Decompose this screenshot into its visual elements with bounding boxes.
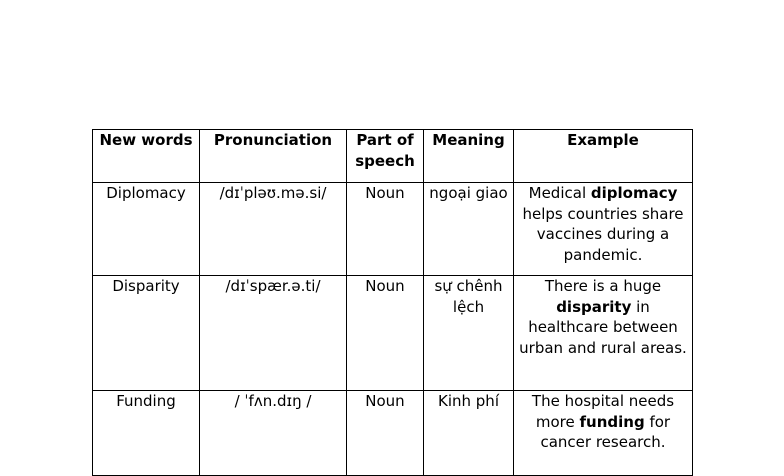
cell-word: Diplomacy [93, 183, 200, 276]
example-text-after: for cancer research. [540, 412, 671, 451]
table-header [93, 130, 693, 183]
cell-pronunciation: /dɪˈpləʊ.mə.si/ [200, 183, 347, 276]
example-text-before: Medical [528, 184, 591, 202]
example-text-before: There is a huge [544, 277, 662, 295]
example-text-after: helps countries share vaccines during a pandemic. [522, 204, 684, 264]
table-body [93, 183, 693, 476]
cell-example [514, 276, 693, 391]
vocabulary-table [92, 129, 693, 476]
cell-example [514, 183, 693, 276]
cell-meaning: sự chênh lệch [424, 276, 514, 391]
cell-pronunciation: /dɪˈspær.ə.ti/ [200, 276, 347, 391]
cell-word: Funding [93, 391, 200, 476]
header-part-of-speech: Part of speech [347, 130, 424, 183]
cell-word: Disparity [93, 276, 200, 391]
header-row [93, 130, 693, 183]
header-example: Example [514, 130, 693, 183]
cell-meaning: Kinh phí [424, 391, 514, 476]
cell-part-of-speech: Noun [347, 391, 424, 476]
cell-meaning: ngoại giao [424, 183, 514, 276]
table-row [93, 391, 693, 476]
example-text-before: The hospital needs more [531, 392, 675, 431]
cell-example [514, 391, 693, 476]
cell-pronunciation: / ˈfʌn.dɪŋ / [200, 391, 347, 476]
example-text-after: in healthcare between urban and rural areas. [519, 297, 687, 357]
header-meaning: Meaning [424, 130, 514, 183]
table-row [93, 183, 693, 276]
header-pronunciation: Pronunciation [200, 130, 347, 183]
example-keyword: funding [579, 412, 645, 431]
table-row [93, 276, 693, 391]
example-keyword: diplomacy [590, 184, 678, 202]
cell-part-of-speech: Noun [347, 183, 424, 276]
cell-part-of-speech: Noun [347, 276, 424, 391]
header-new-words: New words [93, 130, 200, 183]
example-keyword: disparity [556, 297, 632, 316]
